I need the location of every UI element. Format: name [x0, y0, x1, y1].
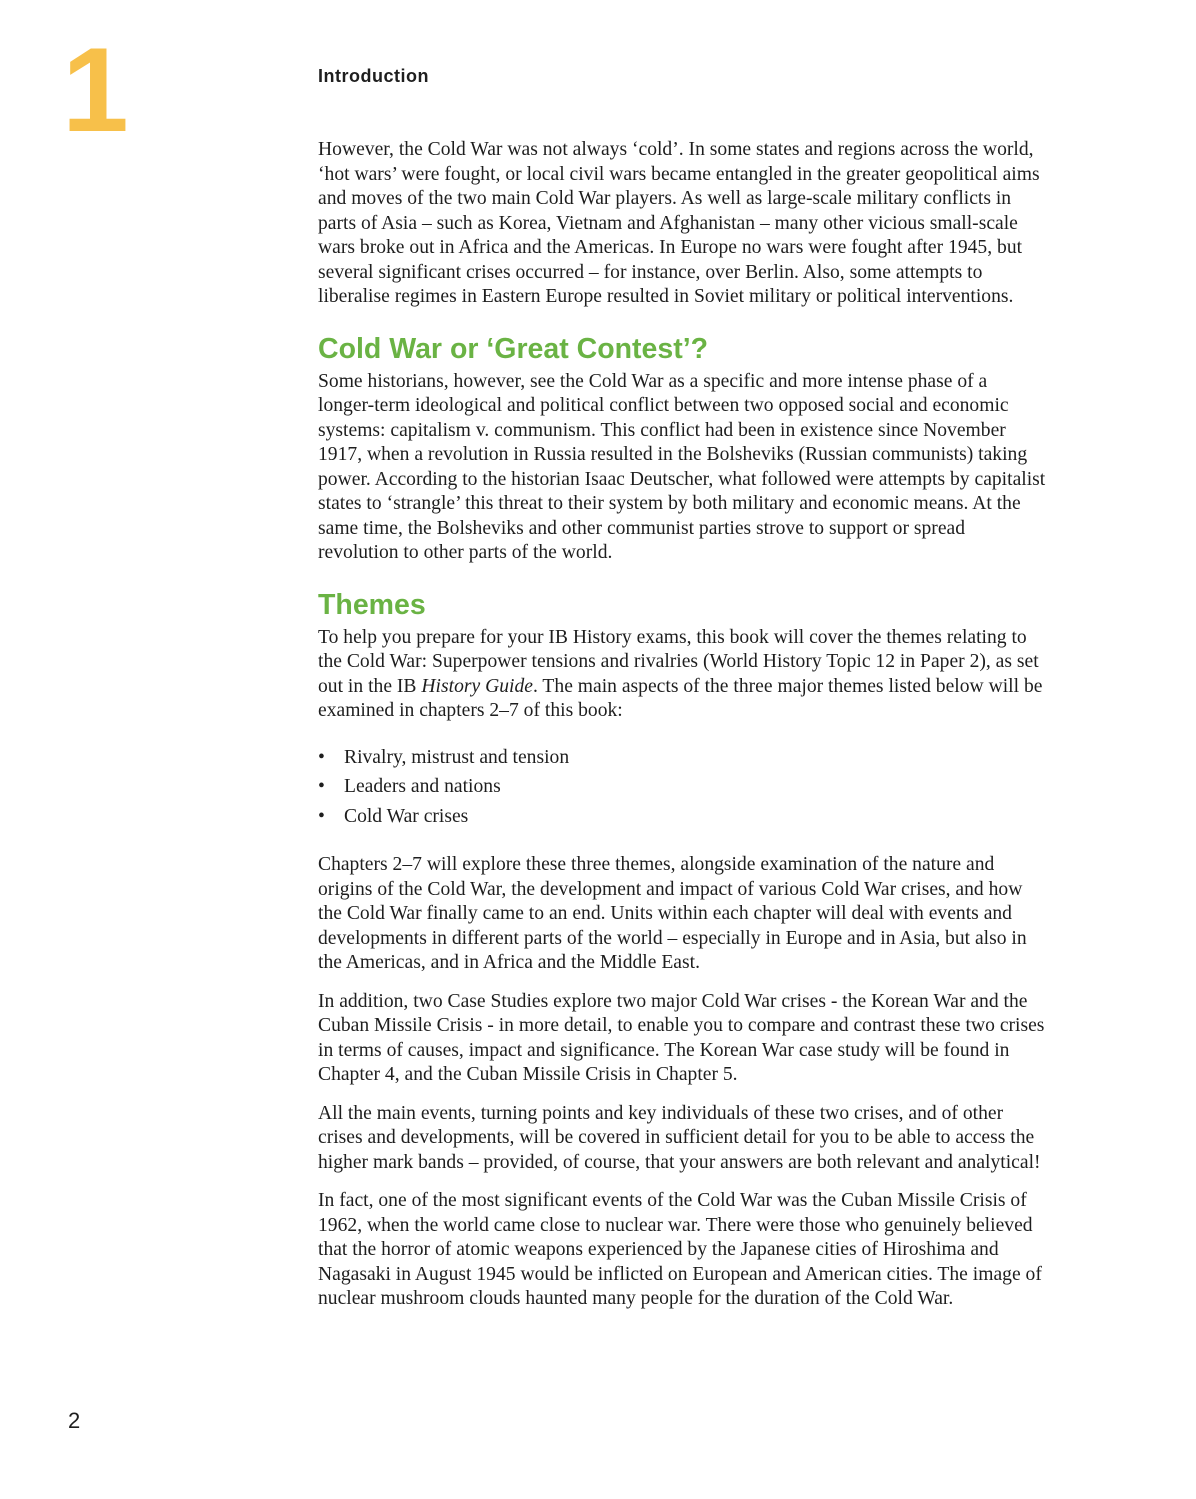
history-guide-title: History Guide	[421, 675, 533, 697]
bullet: •	[318, 776, 325, 797]
page-content	[318, 138, 1048, 1326]
list-item-text: Leaders and nations	[344, 776, 501, 797]
main-events-paragraph: All the main events, turning points and key individuals of these two crises, and of other crises and developments, will be covered in sufficient detail for you to be able to access the higher mark bands – provided, of course, that your answers are both relevant and analytical!	[318, 1102, 1041, 1173]
list-item-text: Cold War crises	[344, 805, 469, 827]
themes-intro-paragraph	[318, 626, 1048, 724]
chapters-paragraph: Chapters 2–7 will explore these three themes, alongside examination of the nature and origins of the Cold War, the development and impact of various Cold War crises, and how the Cold War finally came to an end. Units within each chapter will deal with events and developments in different parts of the world – especially in Europe and in Asia, but also in the Americas, and in Africa and the Middle East.	[318, 854, 1027, 973]
intro-paragraph: However, the Cold War was not always ‘cold’. In some states and regions across the world, ‘hot wars’ were fought, or local civil wars became entangled in the greater geopolitical aims and moves of the two main Cold War players. As well as large-scale military conflicts in parts of Asia – such as Korea, Vietnam and Afghanistan – many other vicious small-scale wars broke out in Africa and the Americas. In Europe no wars were fought after 1945, but several significant crises occurred – for instance, over Berlin. Also, some attempts to liberalise regimes in Eastern Europe resulted in Soviet military or political interventions.	[318, 139, 1040, 307]
running-head: Introduction	[318, 66, 429, 86]
themes-intro-text: To help you prepare for your IB History exams, this book will cover the themes relating to the Cold War: Superpower tensions and rivalries (World History Topic 12 in Paper 2), as set out in the IB	[318, 626, 1039, 697]
contest-paragraph: Some historians, however, see the Cold War as a specific and more intense phase of a longer-term ideological and political conflict between two opposed social and economic systems: capitalism v. communism. This conflict had been in existence since November 1917, when a revolution in Russia resulted in the Bolsheviks (Russian communists) taking power. According to the historian Isaac Deutscher, what followed were attempts by capitalist states to ‘strangle’ this threat to their system by both military and economic means. At the same time, the Bolsheviks and other communist parties strove to support or spread revolution to other parts of the world.	[318, 370, 1046, 563]
section-heading-themes: Themes	[318, 588, 426, 621]
page-number: 2	[68, 1408, 81, 1433]
chapter-number: 1	[62, 23, 129, 157]
cuban-crisis-paragraph: In fact, one of the most significant events of the Cold War was the Cuban Missile Crisis of 1962, when the world came close to nuclear war. There were those who genuinely believed that the horror of atomic weapons experienced by the Japanese cities of Hiroshima and Nagasaki in August 1945 would be inflicted on European and American cities. The image of nuclear mushroom clouds haunted many people for the duration of the Cold War.	[318, 1190, 1042, 1309]
themes-intro-text-end: . The main aspects of the three major themes listed below will be examined in chapters 2–7 of this book:	[318, 675, 1043, 721]
bullet: •	[318, 746, 325, 768]
themes-list	[318, 746, 1048, 830]
list-item	[318, 746, 1048, 771]
list-item	[318, 805, 1048, 830]
bullet: •	[318, 805, 325, 827]
list-item	[318, 775, 1048, 800]
case-studies-paragraph: In addition, two Case Studies explore two major Cold War crises - the Korean War and the Cuban Missile Crisis - in more detail, to enable you to compare and contrast these two crises in terms of causes, impact and significance. The Korean War case study will be found in Chapter 4, and the Cuban Missile Crisis in Chapter 5.	[318, 990, 1045, 1085]
section-heading-contest: Cold War or ‘Great Contest’?	[318, 332, 709, 365]
list-item-text: Rivalry, mistrust and tension	[344, 746, 570, 768]
